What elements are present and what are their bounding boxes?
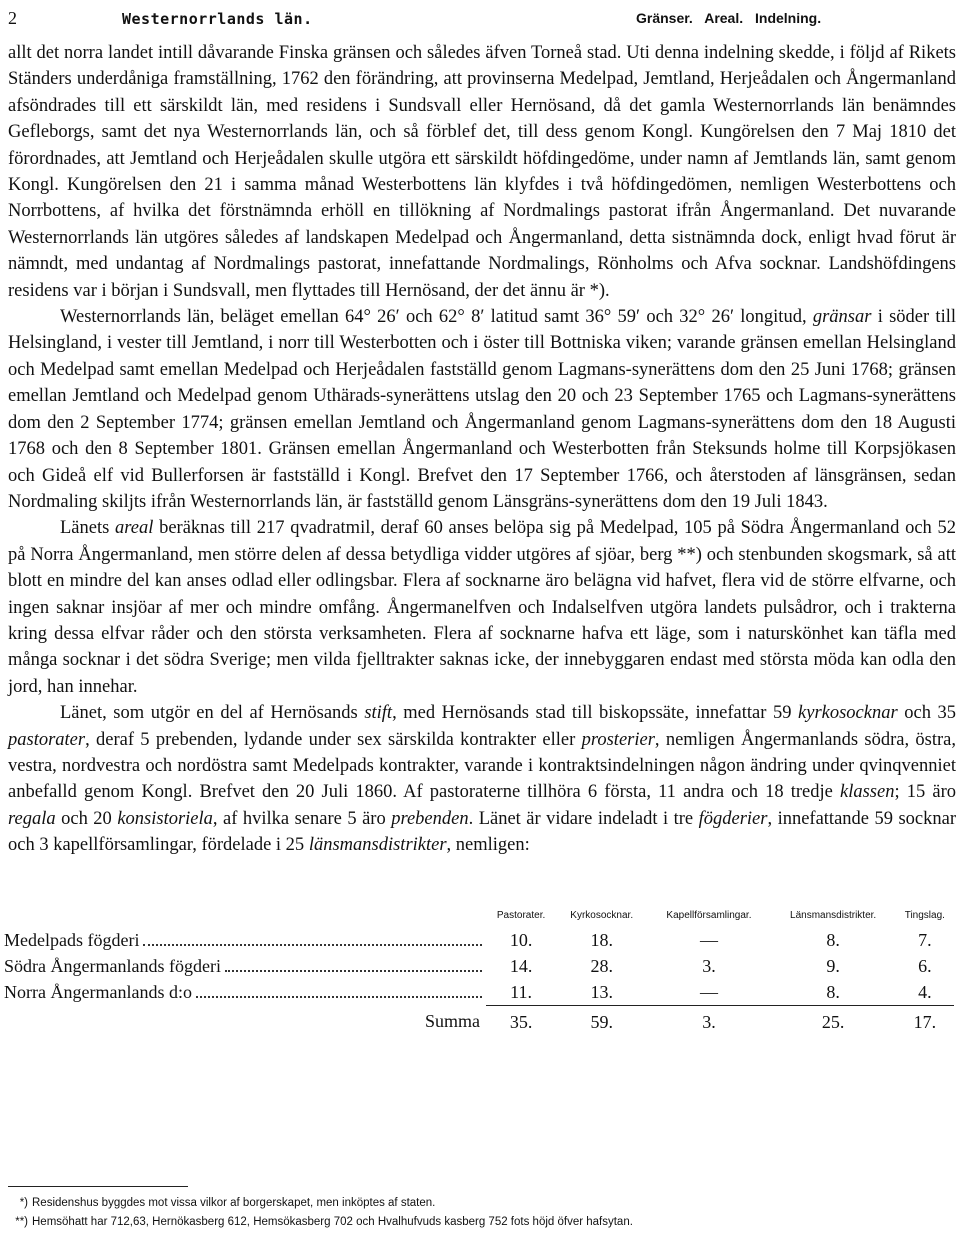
fogderi-table — [4, 906, 954, 1035]
paragraph-borders — [8, 304, 956, 515]
cell-kapell: 3. — [702, 955, 716, 976]
sum-tingslag: 17. — [896, 1006, 954, 1036]
footnote-text: Hemsöhatt har 712,63, Hernökasberg 612, Hemsökasberg 702 och Hvalhufvuds kasberg 752 fots höjd öfver hafsytan. — [32, 1216, 633, 1228]
sum-pastorater: 35. — [486, 1006, 556, 1036]
header-lansmansdistrikter: Länsmansdistrikter. — [790, 910, 877, 921]
table-row — [4, 979, 954, 1006]
sum-kapell: 3. — [647, 1006, 770, 1036]
footnote-mark: *) — [19, 1197, 28, 1209]
italic-term: fögderier — [698, 808, 768, 829]
dot-leader — [143, 944, 482, 946]
footnote — [19, 1194, 633, 1213]
italic-term: gränsar — [812, 307, 872, 328]
text-run: Länet, som utgör en del af Hernösands — [60, 703, 365, 724]
topic-granser: Gränser. — [636, 10, 693, 26]
text-run: , af hvilka senare 5 äro — [212, 808, 392, 829]
sum-kyrkosocknar: 59. — [556, 1006, 647, 1036]
italic-term: stift — [364, 703, 393, 724]
italic-term: klassen — [840, 782, 895, 803]
sum-label: Summa — [424, 1011, 480, 1032]
cell-lansman: 9. — [826, 955, 840, 976]
text-run: , deraf 5 prebenden, lydande under sex särskilda kontrakter eller — [85, 729, 582, 750]
cell-tingslag: 4. — [918, 981, 932, 1002]
cell-tingslag: 6. — [918, 955, 932, 976]
paragraph-history — [8, 40, 956, 304]
text-run: , nemligen: — [446, 835, 530, 856]
footnote-text: Residenshus byggdes mot vissa vilkor af borgerskapet, men inköptes af staten. — [32, 1197, 436, 1209]
italic-term: kyrkosocknar — [798, 703, 898, 724]
cell-tingslag: 7. — [918, 929, 932, 950]
footnote-rule — [8, 1186, 188, 1187]
row-name: Medelpads fögderi — [4, 929, 140, 950]
footnote-mark: **) — [15, 1216, 28, 1228]
header-kyrkosocknar: Kyrkosocknar. — [570, 910, 634, 921]
cell-kapell: — — [699, 929, 718, 950]
sum-row — [4, 1006, 954, 1036]
sum-lansman: 25. — [771, 1006, 896, 1036]
cell-lansman: 8. — [826, 981, 840, 1002]
header-kapellforsamlingar: Kapellförsamlingar. — [666, 910, 752, 921]
cell-pastorater: 10. — [509, 929, 533, 950]
italic-term: areal — [115, 518, 154, 539]
header-blank — [4, 906, 486, 927]
text-run: beräknas till 217 qvadratmil, deraf 60 anses belöpa sig på Medelpad, 105 på Södra Ångermanland och 52 på Norra Ångermanland, men större delen af dessa betydliga vidder utgöres af sjöar, berg **) och stenbunden skogsmark, så att blott en mindre del kan anses odlad eller odlingsbar. Flera af socknarne äro belägna vid hafvet, flera vid de större elfvarne, och ingen saknar insjöar af mer och mindre omfång. Ångermanelfven och Indalselfven utgöra landets pulsådror, och i trakterna kring dessa elfvar råder och den största verksamheten. Flera af socknarne hafva ett läge, som i naturskönhet kan täfla med många socknar i det södra Sverige; men vilda fjelltrakter saknas icke, der innebyggaren endast med största möda kan odla den jord, han innehar. — [8, 518, 957, 697]
cell-kyrkosocknar: 18. — [590, 929, 613, 950]
italic-term: prosterier — [581, 729, 655, 750]
text-run: Westernorrlands län, beläget emellan 64° 26′ och 62° 8′ latitud samt 36° 59′ och 32° 26′ longitud, — [60, 307, 813, 328]
text-run: ; 15 äro — [894, 782, 956, 803]
running-title: Westernorrlands län. — [122, 10, 313, 28]
text-run: och 20 — [55, 808, 118, 829]
cell-kyrkosocknar: 13. — [590, 981, 613, 1002]
text-run: allt det norra landet intill dåvarande Finska gränsen och således äfven Torneå stad. Uti denna indelning skedde, i följd af Rikets Ständers underdåniga framställning, 1762 den förändring, att provinserna Medelpad, Jemtland, Herjeådalen och Ångermanland afsöndrades till ett särskildt län, med residens i Sundsvall eller Hernösand, då det gamla Westernorrlands län benämndes Gefleborgs, samt det nya Westernorrlands län, och så förblef det, till dess genom Kongl. Kungörelsen den 7 Maj 1810 det förordnades, att Jemtland och Herjeådalen skulle utgöra ett särskildt höfdingedöme, under namn af Jemtlands län, samt genom Kongl. Kungörelsen den 21 i samma månad Westerbottens län klyfdes i två höfdingedömen, nemligen Westerbottens och Norrbottens, af hvilka det förstnämnda erhöll en tillökning af Nordmalings pastorat ifrån Ångermanland. Det nuvarande Westernorrlands län utgöres således af landskapen Medelpad och Ångermanland, detta sistnämnda dock, enligt hvad förut är nämndt, med undantag af Nordmalings pastorat, innefattande Nordmalings, Rönholms och Afva socknar. Landshöfdingens residens var i början i Sundsvall, men flyttades till Hernösand, der det ännu är *). — [8, 43, 956, 301]
running-header — [0, 6, 960, 32]
cell-pastorater: 14. — [509, 955, 533, 976]
paragraph-area — [8, 515, 956, 700]
row-name: Norra Ångermanlands d:o — [4, 981, 192, 1002]
row-name: Södra Ångermanlands fögderi — [4, 955, 221, 976]
table-row — [4, 953, 954, 979]
dot-leader — [196, 996, 482, 998]
text-run: . Länet är vidare indeladt i tre — [468, 808, 699, 829]
cell-kyrkosocknar: 28. — [590, 955, 613, 976]
footnote — [15, 1213, 633, 1232]
cell-lansman: 8. — [826, 929, 840, 950]
text-run: , innefattande 59 socknar och 3 kapellförsamlingar, fördelade i 25 — [8, 808, 956, 856]
dot-leader — [225, 970, 482, 972]
footnotes — [15, 1194, 633, 1232]
body-text — [8, 40, 956, 859]
topic-indelning: Indelning. — [755, 10, 822, 26]
cell-pastorater: 11. — [510, 981, 532, 1002]
italic-term: pastorater — [8, 729, 86, 750]
text-run: , nemligen Ångermanlands södra, östra, vestra, nordvestra och nordöstra samt Medelpads kontrakter, varande i kontraktsindelningen någon ändring under qvinqvenniet anbefalld genom Kongl. Brefvet den 20 Juli 1860. Af pastoraterne tillhöra 6 första, 11 andra och 18 tredje — [8, 729, 956, 803]
text-run: Länets — [60, 518, 116, 539]
page-number: 2 — [8, 8, 17, 28]
text-run: i söder till Helsingland, i vester till Jemtland, i norr till Westerbotten och i öster till Bottniska viken; varande gränsen emellan Helsingland och Medelpad samt emellan Medelpad och Herjeådalen fastställd genom Lagmans-synerättens dom den 25 Juni 1768; gränsen emellan Jemtland och Medelpad genom Uthärads-synerättens utslag den 20 och 23 September 1765 och Lagmans-synerättens dom den 2 September 1774; gränsen emellan Jemtland och Ångermanland genom Lagmans-synerättens dom den 18 Augusti 1768 och den 8 September 1801. Gränsen emellan Ångermanland och Westerbotten från Steksunds holme till Korpsjökasen och Gideå elf vid Bullerforsen är fastställd i Kongl. Brefvet den 17 September 1766, och återstoden af länsgränsen, sedan Nordmaling skiljts ifrån Westernorrlands län, är fastställd genom Länsgräns-synerättens dom den 19 Juli 1843. — [8, 307, 956, 512]
text-run: , med Hernösands stad till biskopssäte, innefattar 59 — [392, 703, 799, 724]
cell-kapell: — — [699, 981, 718, 1002]
paragraph-division — [8, 700, 956, 858]
header-tingslag: Tingslag. — [904, 910, 945, 921]
table-header-row — [4, 906, 954, 927]
topic-areal: Areal. — [704, 10, 744, 26]
italic-term: regala — [8, 808, 56, 829]
italic-term: länsmansdistrikter — [308, 835, 447, 856]
header-pastorater: Pastorater. — [496, 910, 546, 921]
text-run: och 35 — [897, 703, 956, 724]
italic-term: prebenden — [391, 808, 469, 829]
italic-term: konsistoriela — [117, 808, 213, 829]
table-row — [4, 927, 954, 953]
running-topics — [636, 10, 829, 26]
